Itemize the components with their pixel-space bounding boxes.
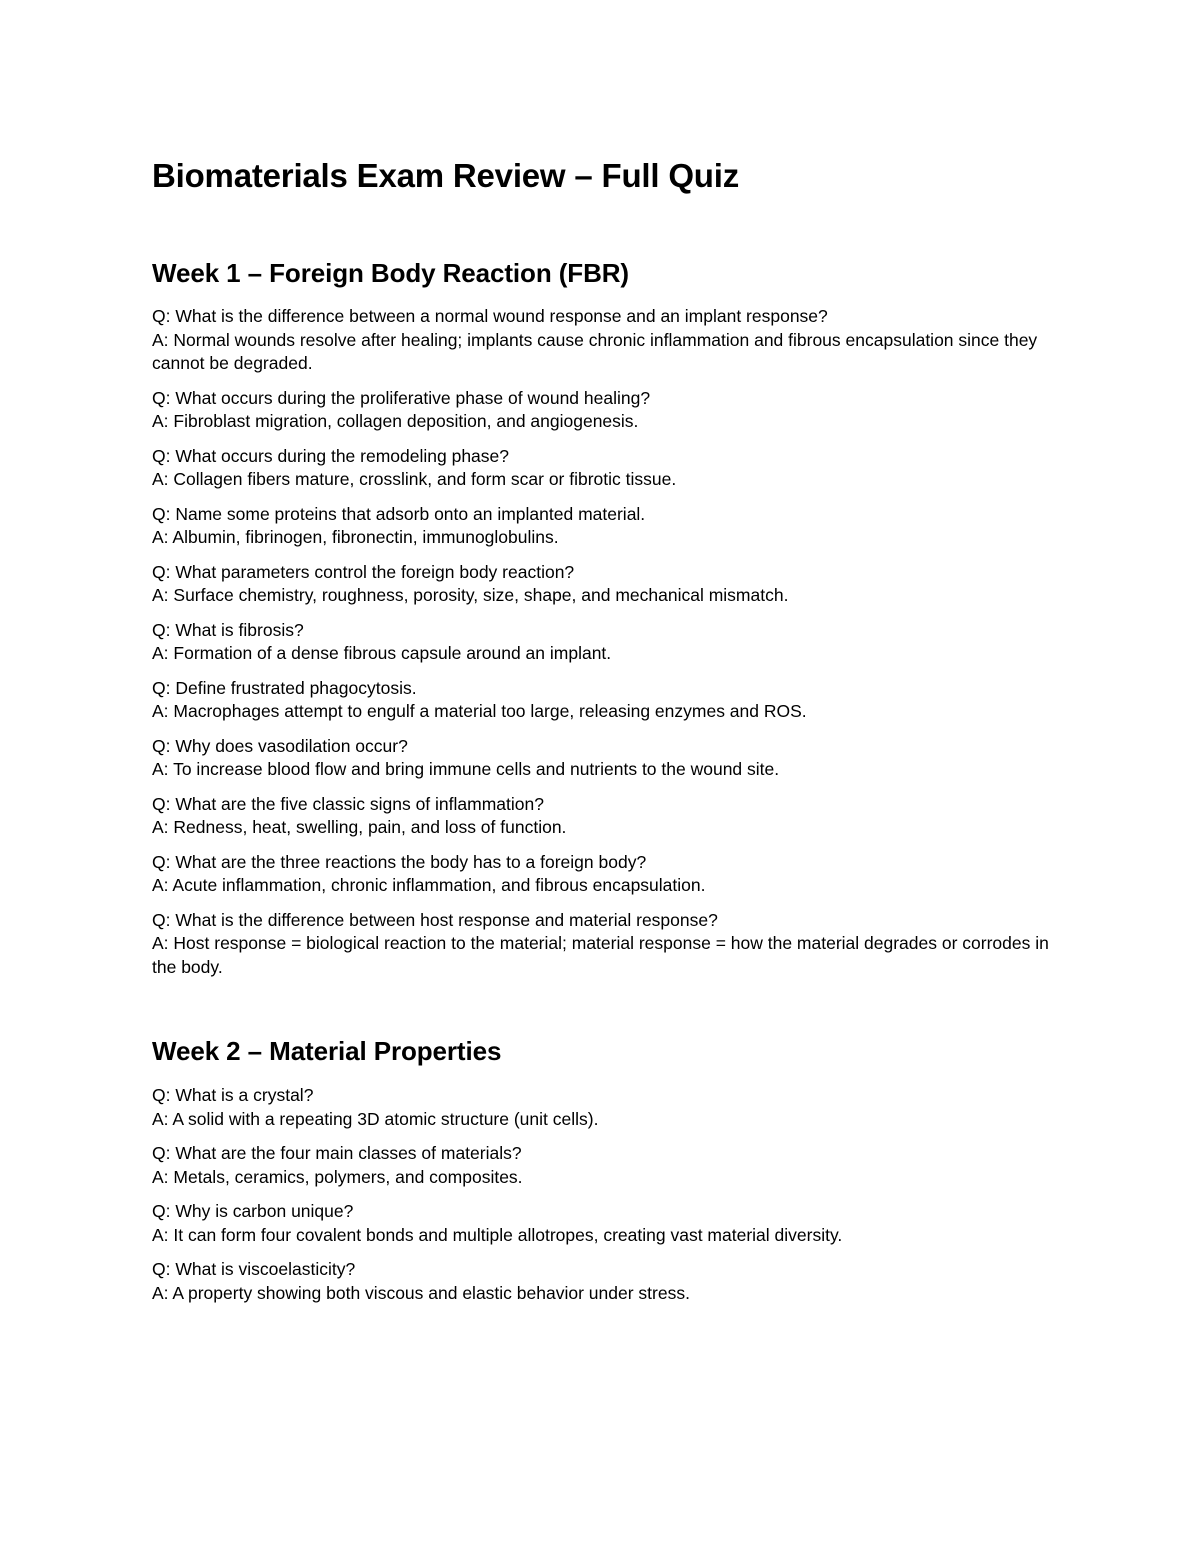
qa-item [152,1200,1052,1247]
qa-item [152,909,1052,980]
answer-text: A: Formation of a dense fibrous capsule around an implant. [152,643,612,663]
question-text: Q: Name some proteins that adsorb onto an implanted material. [152,503,646,524]
qa-item [152,1142,1052,1189]
question-text: Q: What is fibrosis? [152,619,304,640]
answer-text: A: Surface chemistry, roughness, porosity, size, shape, and mechanical mismatch. [152,585,789,605]
answer-text: A: Collagen fibers mature, crosslink, and form scar or fibrotic tissue. [152,469,677,489]
qa-list-week-2 [152,1084,1052,1305]
answer-text: A: A property showing both viscous and elastic behavior under stress. [152,1282,690,1303]
question-text: Q: What occurs during the proliferative phase of wound healing? [152,387,651,408]
qa-item [152,305,1052,376]
answer-text: A: Metals, ceramics, polymers, and composites. [152,1166,523,1187]
qa-list-week-1 [152,305,1052,979]
question-text: Q: What are the four main classes of materials? [152,1143,522,1163]
question-text: Q: What is viscoelasticity? [152,1259,356,1279]
document-page [152,150,1052,1316]
question-text: Q: What are the five classic signs of inflammation? [152,793,544,814]
question-text: Q: What is the difference between a normal wound response and an implant response? [152,306,828,326]
section-title-week-2: Week 2 – Material Properties [152,1036,502,1066]
qa-item [152,1084,1052,1131]
answer-text: A: A solid with a repeating 3D atomic structure (unit cells). [152,1108,599,1129]
question-text: Q: What is a crystal? [152,1085,314,1105]
qa-item [152,387,1052,434]
question-text: Q: What are the three reactions the body has to a foreign body? [152,851,647,872]
question-text: Q: What parameters control the foreign body reaction? [152,561,575,582]
question-text: Q: Why is carbon unique? [152,1201,354,1221]
qa-item [152,619,1052,666]
qa-item [152,793,1052,840]
answer-text: A: Redness, heat, swelling, pain, and loss of function. [152,817,567,837]
answer-text: A: Normal wounds resolve after healing; implants cause chronic inflammation and fibrous encapsulation since they cannot be degraded. [152,329,1038,373]
question-text: Q: Why does vasodilation occur? [152,735,408,756]
qa-item [152,677,1052,724]
answer-text: A: Albumin, fibrinogen, fibronectin, immunoglobulins. [152,527,559,547]
document-title: Biomaterials Exam Review – Full Quiz [152,157,740,194]
section-title-week-1: Week 1 – Foreign Body Reaction (FBR) [152,258,629,288]
qa-item [152,561,1052,608]
qa-item [152,1258,1052,1305]
answer-text: A: Acute inflammation, chronic inflammation, and fibrous encapsulation. [152,875,706,895]
answer-text: A: Fibroblast migration, collagen deposition, and angiogenesis. [152,411,639,431]
answer-text: A: Macrophages attempt to engulf a material too large, releasing enzymes and ROS. [152,701,807,721]
qa-item [152,851,1052,898]
qa-item [152,503,1052,550]
answer-text: A: Host response = biological reaction to the material; material response = how the material degrades or corrodes in the body. [152,933,1049,977]
question-text: Q: What is the difference between host response and material response? [152,909,718,930]
qa-item [152,445,1052,492]
qa-item [152,735,1052,782]
answer-text: A: To increase blood flow and bring immune cells and nutrients to the wound site. [152,759,780,779]
question-text: Q: What occurs during the remodeling phase? [152,445,509,466]
question-text: Q: Define frustrated phagocytosis. [152,677,417,698]
answer-text: A: It can form four covalent bonds and multiple allotropes, creating vast material diversity. [152,1224,843,1245]
